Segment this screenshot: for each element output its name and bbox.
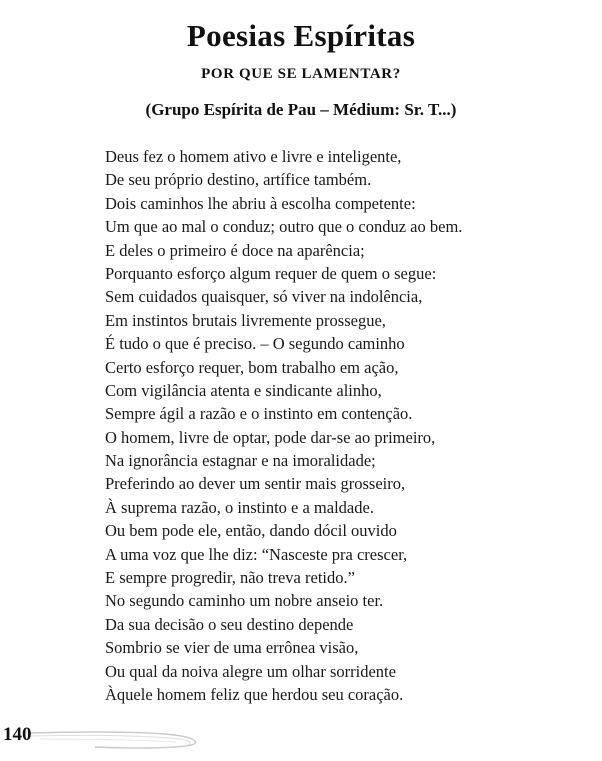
poem-line: Sem cuidados quaisquer, só viver na indolência, (105, 287, 423, 307)
poem-line: Em instintos brutais livremente prossegue, (105, 310, 386, 330)
poem-title: POR QUE SE LAMENTAR? (201, 66, 401, 82)
poem-line: Deus fez o homem ativo e livre e inteligente, (105, 147, 402, 166)
poem-line: Àquele homem feliz que herdou seu coração. (105, 684, 404, 704)
poem-line: Porquanto esforço algum requer de quem o segue: (105, 263, 437, 283)
page-title: Poesias Espíritas (186, 18, 416, 53)
poem-line: O homem, livre de optar, pode dar-se ao primeiro, (105, 427, 436, 447)
poem-line: De seu próprio destino, artífice também. (105, 170, 372, 190)
poem-line: Na ignorância estagnar e na imoralidade; (105, 451, 376, 471)
poem-line: Dois caminhos lhe abriu à escolha competente: (105, 193, 416, 213)
poem-line: No segundo caminho um nobre anseio ter. (105, 591, 384, 611)
poem-line: A uma voz que lhe diz: “Nasceste pra crescer, (105, 544, 408, 564)
poem-body (105, 145, 585, 706)
poem-line: Com vigilância atenta e sindicante alinho, (105, 380, 382, 400)
poem-line: E sempre progredir, não treva retido.” (105, 568, 355, 588)
poem-line: Um que ao mal o conduz; outro que o conduz ao bem. (105, 217, 463, 237)
poem-line: À suprema razão, o instinto e a maldade. (105, 497, 374, 517)
page-number: 140 (3, 724, 32, 745)
poem-line: Preferindo ao dever um sentir mais grosseiro, (105, 474, 406, 494)
poem-line: Certo esforço requer, bom trabalho em ação, (105, 357, 399, 377)
poem-line: Ou bem pode ele, então, dando dócil ouvido (105, 521, 397, 541)
poem-line: E deles o primeiro é doce na aparência; (105, 240, 365, 260)
poem-line: Ou qual da noiva alegre um olhar sorridente (105, 661, 396, 681)
poem-line: Sombrio se vier de uma errônea visão, (105, 638, 359, 658)
decorative-swoosh (0, 712, 230, 752)
poem-line: Sempre ágil a razão e o instinto em contenção. (105, 404, 413, 424)
poem-attribution: (Grupo Espírita de Pau – Médium: Sr. T...) (145, 100, 457, 119)
poem-line: É tudo o que é preciso. – O segundo caminho (105, 334, 405, 354)
poem-line: Da sua decisão o seu destino depende (105, 614, 354, 634)
